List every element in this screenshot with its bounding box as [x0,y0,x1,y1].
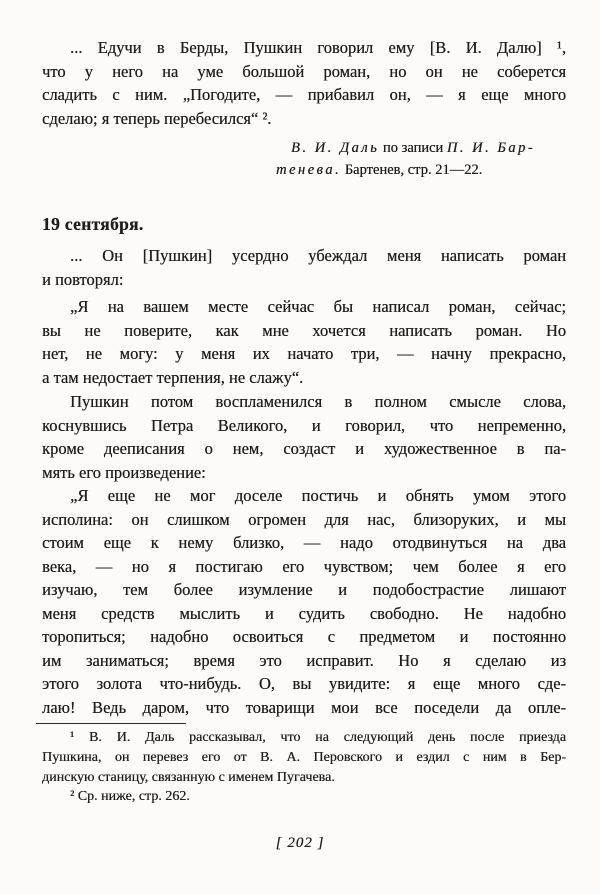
footnote-1-line: Пушкина, он перевез его от В. А. Перовского и ездил с ним в Бер- [42,749,566,765]
text-line: Пушкин потом воспламенился в полном смысле слова, [70,392,566,411]
text-line: сделаю; я теперь перебесился“ ². [42,108,272,128]
paragraph-urged-novel [42,244,566,291]
text-line: ... Едучи в Берды, Пушкин говорил ему [В. И. Далю] ¹, [70,38,566,57]
attribution-connector: по записи [382,140,444,156]
text-line: торопиться; надобно освоиться с предметом и постоянно [42,627,566,646]
paragraph-novel-quote [42,295,566,389]
text-line: „Я еще не мог доселе постичь и обнять умом этого [70,486,566,505]
text-line: а там недостает терпения, не слажу“. [42,367,304,387]
attribution-citation: Бартенев, стр. 21—22. [344,161,483,178]
source-attribution [276,138,572,181]
text-line: и повторял: [42,269,124,289]
paragraph-peter-the-great [42,390,566,484]
paragraph-giant-quote [42,484,566,719]
text-line: „Я на вашем месте сейчас бы написал роман, сейчас; [70,297,566,316]
text-line: ... Он [Пушкин] усердно убеждал меня написать роман [70,246,566,265]
attribution-line [276,160,572,182]
footnote-2-line: ² Ср. ниже, стр. 262. [70,789,190,805]
text-line: сладить с ним. „Погодите, — прибавил он, — я еще много [42,85,566,104]
footnote-divider [36,723,186,724]
text-line: мять его произведение: [42,462,206,482]
footnotes-section [42,728,566,807]
text-line: вы не поверите, как мне хочется написать роман. Но [42,320,566,340]
attribution-recorder-name: П. И. Бар- [446,140,536,156]
footnote-1-line: динскую станицу, связанную с именем Пугачева. [42,769,335,785]
text-line: коснувшись Петра Великого, и говорил, что непременно, [42,415,566,435]
page-number: [ 202 ] [275,835,325,851]
text-line: лаю! Ведь даром, что товарищи мои все поседели да опле- [42,697,566,717]
text-line: этого золота что-нибудь. О, вы увидите: я еще много сде- [42,674,566,693]
quote-paragraph-dal [42,36,566,130]
text-line: кроме дееписания о нем, создаст и художественное в па- [42,439,566,458]
footnote-1-line: ¹ В. И. Даль рассказывал, что на следующий день после приезда [70,730,566,745]
attribution-author-name: В. И. Даль [291,140,380,156]
attribution-line [276,138,572,160]
attribution-recorder-name-cont: тенева. [276,161,342,178]
text-line: изучаю, тем более изумление и подобострастие лишают [42,580,566,599]
text-line: нет, не могу: у меня их начато три, — начну прекрасно, [42,344,566,363]
date-heading: 19 сентября. [42,214,144,234]
text-line: что у него на уме большой роман, но он не соберется [42,61,566,81]
text-line: им заниматься; время это исправит. Но я сделаю из [42,650,566,670]
text-line: меня средств мыслить и судить свободно. Не надобно [42,603,566,623]
text-line: стоим еще к нему близко, — надо отодвинуться на два [42,533,566,552]
text-line: исполина: он слишком огромен для нас, близоруких, и мы [42,509,566,529]
text-line: века, — но я постигаю его чувством; чем более я его [42,556,566,576]
